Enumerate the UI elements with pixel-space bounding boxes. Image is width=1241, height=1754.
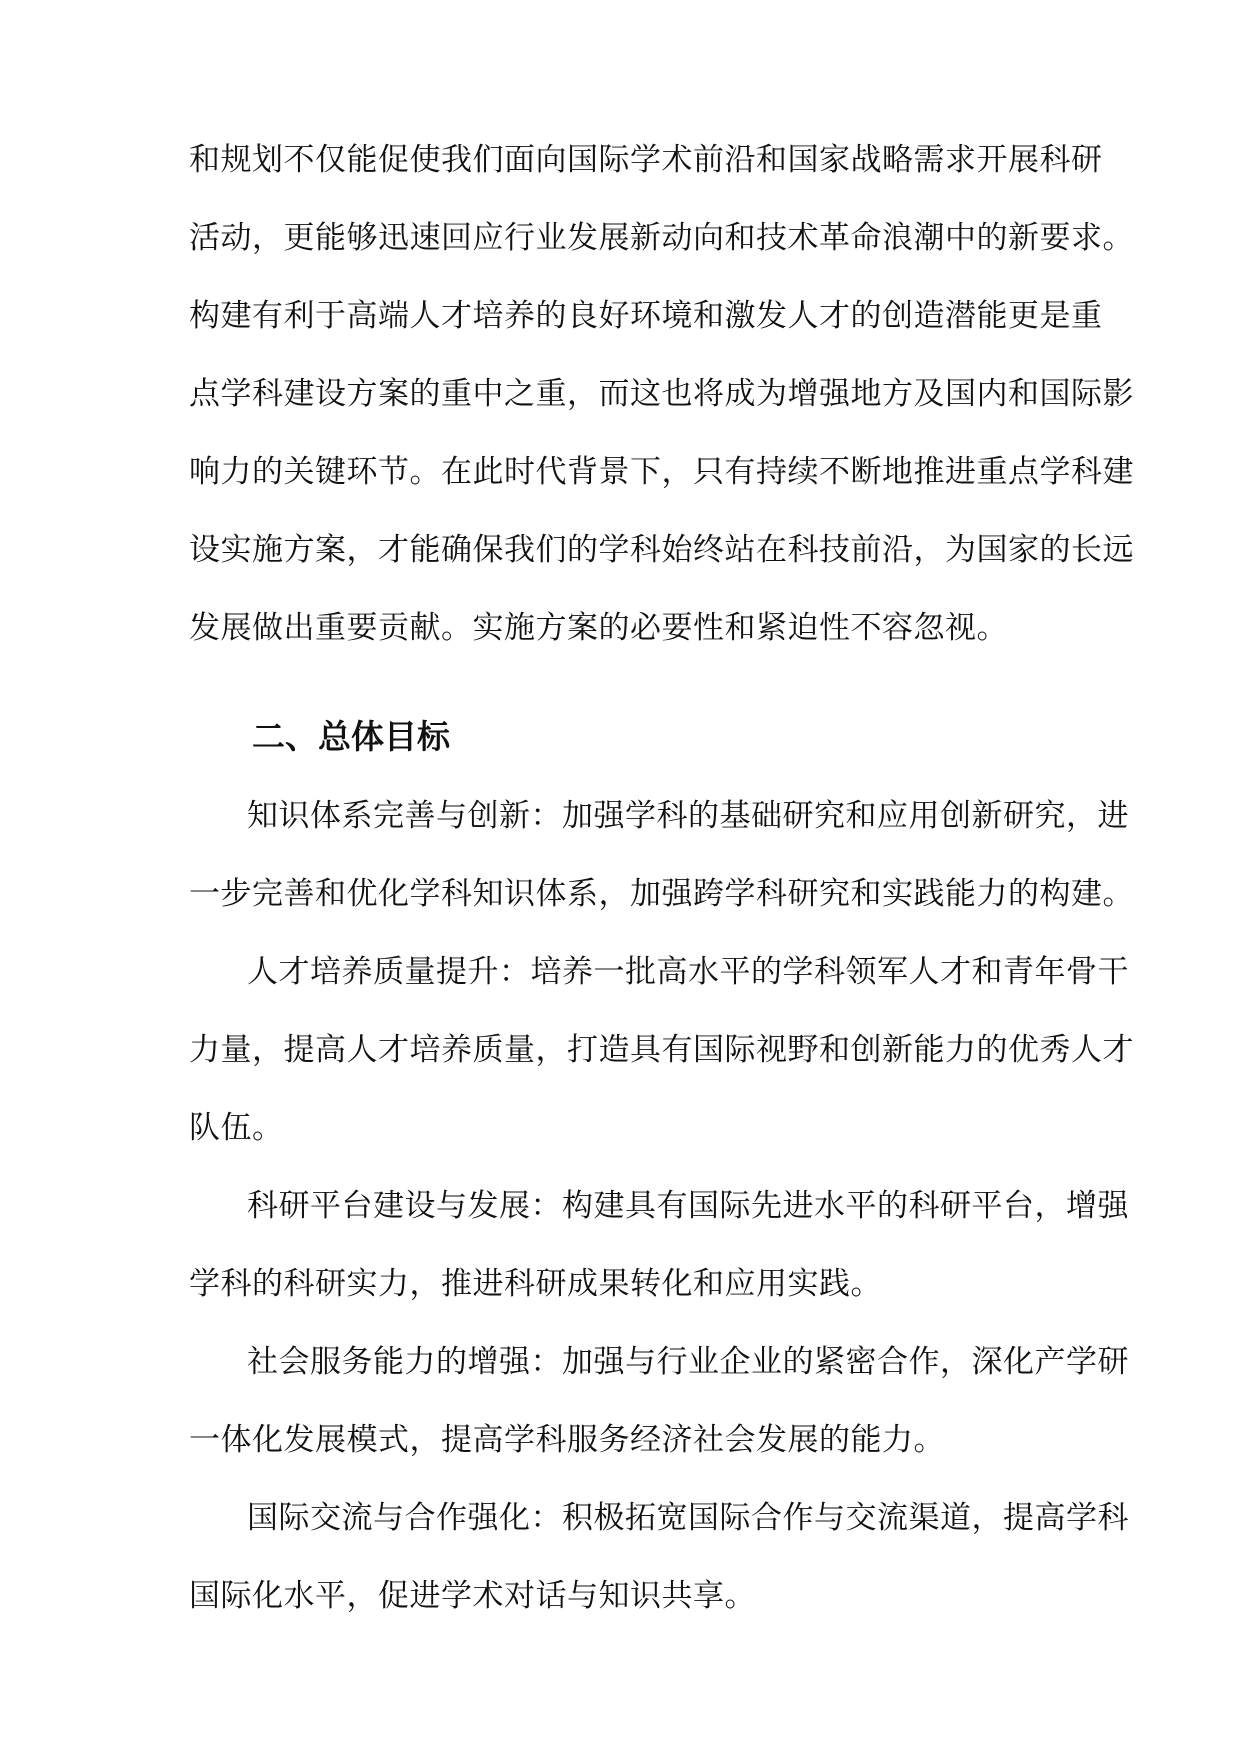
text-line: 一体化发展模式，提高学科服务经济社会发展的能力。 <box>189 1422 945 1458</box>
text-line: 活动，更能够迅速回应行业发展新动向和技术革命浪潮中的新要求。 <box>189 220 1134 256</box>
text-line: 发展做出重要贡献。实施方案的必要性和紧迫性不容忽视。 <box>189 610 1008 646</box>
text-line: 响力的关键环节。在此时代背景下，只有持续不断地推进重点学科建 <box>189 454 1134 490</box>
section-heading: 二、总体目标 <box>252 717 450 756</box>
text-line: 社会服务能力的增强：加强与行业企业的紧密合作，深化产学研 <box>247 1344 1129 1380</box>
text-line: 科研平台建设与发展：构建具有国际先进水平的科研平台，增强 <box>247 1188 1129 1224</box>
text-line: 和规划不仅能促使我们面向国际学术前沿和国家战略需求开展科研 <box>189 142 1103 178</box>
text-line: 队伍。 <box>189 1110 284 1146</box>
text-line: 一步完善和优化学科知识体系，加强跨学科研究和实践能力的构建。 <box>189 876 1134 912</box>
text-line: 点学科建设方案的重中之重，而这也将成为增强地方及国内和国际影 <box>189 376 1134 412</box>
text-line: 学科的科研实力，推进科研成果转化和应用实践。 <box>189 1266 882 1302</box>
text-line: 力量，提高人才培养质量，打造具有国际视野和创新能力的优秀人才 <box>189 1032 1134 1068</box>
text-line: 构建有利于高端人才培养的良好环境和激发人才的创造潜能更是重 <box>189 298 1103 334</box>
text-line: 国际化水平，促进学术对话与知识共享。 <box>189 1578 756 1614</box>
text-line: 设实施方案，才能确保我们的学科始终站在科技前沿，为国家的长远 <box>189 532 1134 568</box>
text-line: 知识体系完善与创新：加强学科的基础研究和应用创新研究，进 <box>247 798 1129 834</box>
text-line: 人才培养质量提升：培养一批高水平的学科领军人才和青年骨干 <box>247 954 1129 990</box>
text-line: 国际交流与合作强化：积极拓宽国际合作与交流渠道，提高学科 <box>247 1500 1129 1536</box>
